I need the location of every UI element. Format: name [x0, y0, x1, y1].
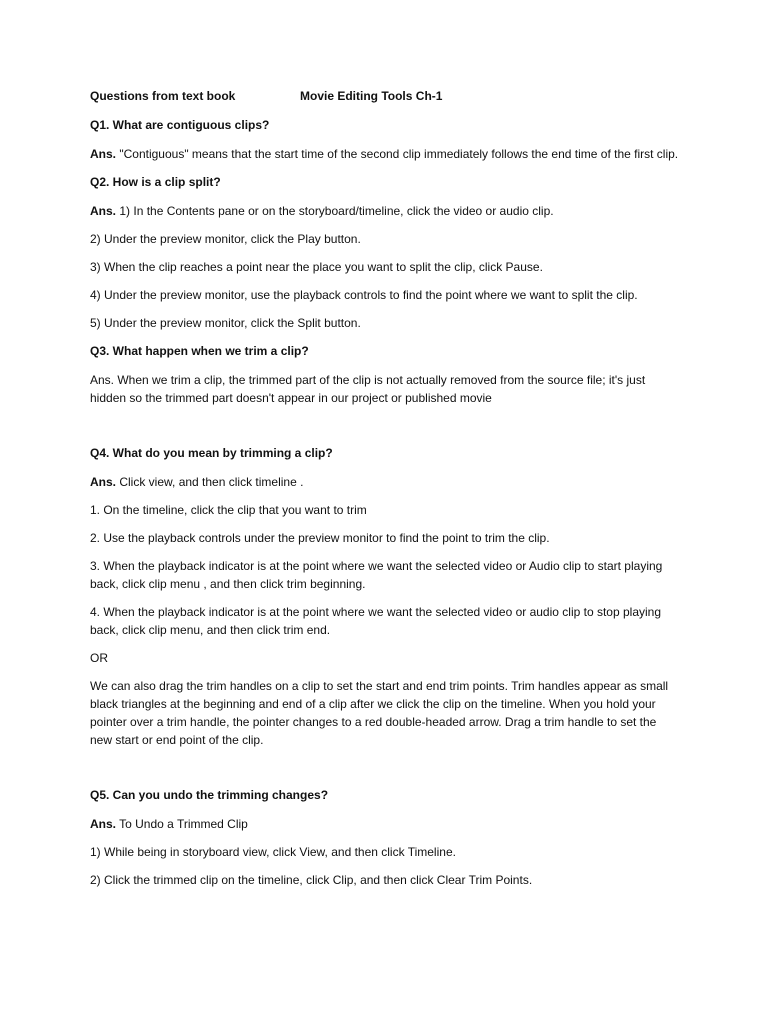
- answer-5-step-1: 1) While being in storyboard view, click View, and then click Timeline.: [90, 845, 456, 859]
- answer-1-text: "Contiguous" means that the start time of the second clip immediately follows the end time of the first clip.: [116, 147, 679, 161]
- answer-1: [90, 145, 680, 163]
- answer-4-step-1: 1. On the timeline, click the clip that you want to trim: [90, 503, 367, 517]
- answer-5-intro-text: To Undo a Trimmed Clip: [116, 817, 248, 831]
- document-page: [90, 87, 680, 899]
- header-chapter-title: Movie Editing Tools Ch-1: [300, 89, 443, 103]
- section-spacer: [90, 417, 680, 444]
- answer-4-step-4: 4. When the playback indicator is at the point where we want the selected video or audio clip to stop playing back, click clip menu, and then click trim end.: [90, 605, 662, 637]
- header-source: Questions from text book: [90, 89, 236, 103]
- answer-5-step-2: 2) Click the trimmed clip on the timeline, click Clip, and then click Clear Trim Points.: [90, 873, 533, 887]
- question-2: Q2. How is a clip split?: [90, 175, 221, 189]
- question-5: Q5. Can you undo the trimming changes?: [90, 788, 329, 802]
- answer-label: Ans.: [90, 147, 117, 161]
- answer-2-step-1-text: 1) In the Contents pane or on the storyboard/timeline, click the video or audio clip.: [116, 204, 554, 218]
- section-spacer: [90, 759, 680, 786]
- answer-label: Ans.: [90, 817, 117, 831]
- answer-5-intro: [90, 815, 680, 833]
- answer-4-intro-text: Click view, and then click timeline .: [116, 475, 304, 489]
- answer-4-or: OR: [90, 651, 108, 665]
- question-1: Q1. What are contiguous clips?: [90, 118, 270, 132]
- document-header: [90, 87, 680, 105]
- answer-2-step-3: 3) When the clip reaches a point near the place you want to split the clip, click Pause.: [90, 260, 543, 274]
- answer-4-intro: [90, 473, 680, 491]
- answer-2-step-2: 2) Under the preview monitor, click the Play button.: [90, 232, 361, 246]
- answer-2-step-4: 4) Under the preview monitor, use the playback controls to find the point where we want to split the clip.: [90, 288, 638, 302]
- answer-label: Ans.: [90, 204, 117, 218]
- answer-4-step-3: 3. When the playback indicator is at the point where we want the selected video or Audio clip to start playing back, click clip menu , and then click trim beginning.: [90, 559, 663, 591]
- question-4: Q4. What do you mean by trimming a clip?: [90, 446, 333, 460]
- answer-3: Ans. When we trim a clip, the trimmed part of the clip is not actually removed from the source file; it's just hidden so the trimmed part doesn't appear in our project or published movie: [90, 373, 646, 405]
- answer-2-step-1: [90, 202, 680, 220]
- answer-4-step-2: 2. Use the playback controls under the preview monitor to find the point to trim the clip.: [90, 531, 550, 545]
- answer-4-alternative: We can also drag the trim handles on a clip to set the start and end trim points. Trim handles appear as small black triangles at the beginning and end of a clip after we click the clip on the timeline. When you hold your pointer over a trim handle, the pointer changes to a red double-headed arrow. Drag a trim handle to set the new start or end point of the clip.: [90, 679, 669, 747]
- answer-label: Ans.: [90, 475, 117, 489]
- answer-2-step-5: 5) Under the preview monitor, click the Split button.: [90, 316, 361, 330]
- question-3: Q3. What happen when we trim a clip?: [90, 344, 309, 358]
